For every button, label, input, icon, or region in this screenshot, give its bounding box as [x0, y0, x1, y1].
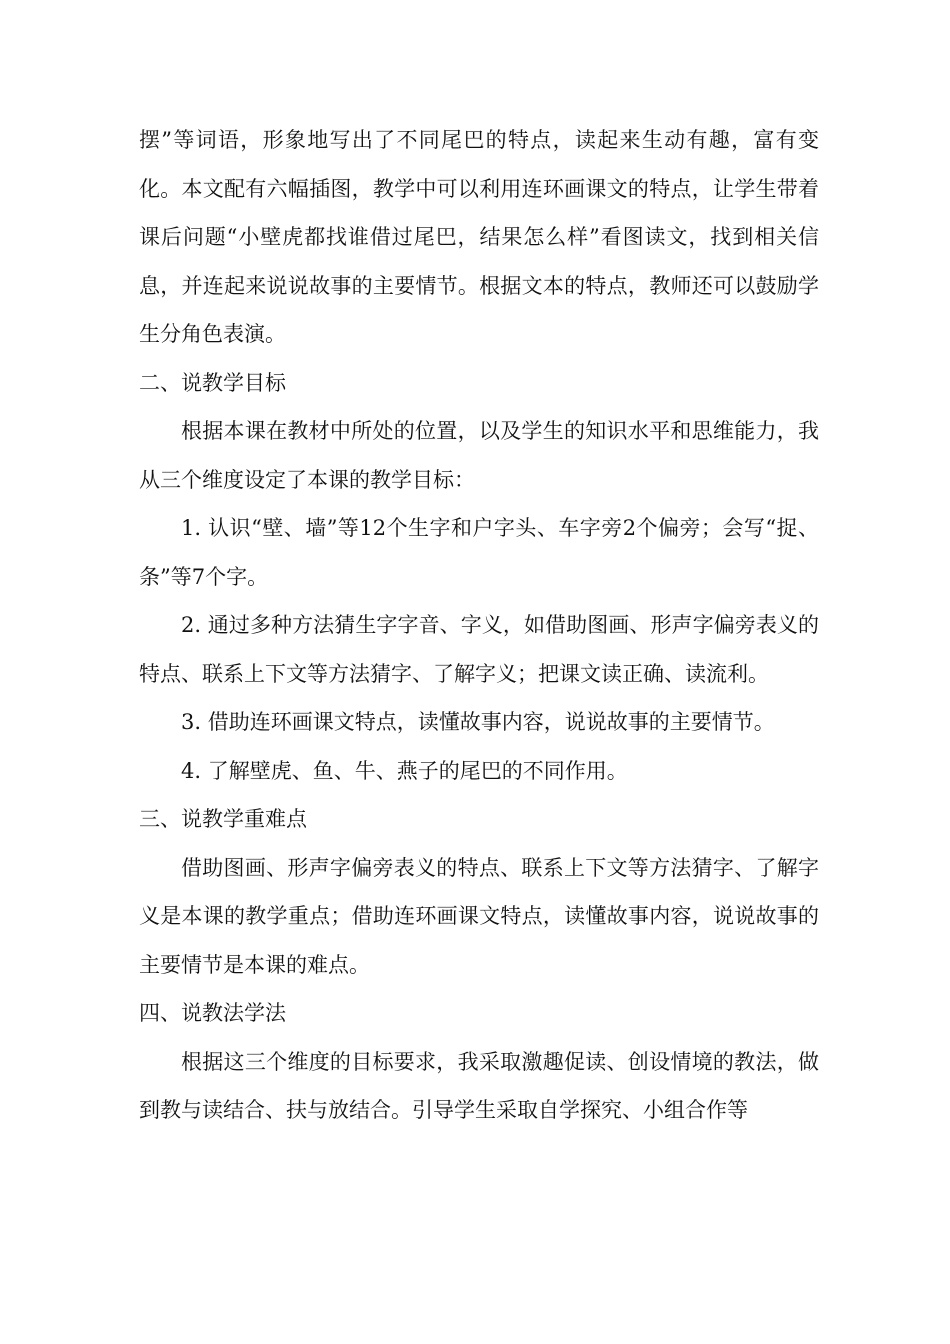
- goal-item-2: 2. 通过多种方法猜生字字音、字义，如借助图画、形声字偏旁表义的特点、联系上下文等方法猜字、了解字义；把课文读正确、读流利。: [139, 613, 819, 686]
- paragraph-key-points: 借助图画、形声字偏旁表义的特点、联系上下文等方法猜字、了解字义是本课的教学重点；借助连环画课文特点，读懂故事内容，说说故事的主要情节是本课的难点。: [139, 855, 819, 977]
- paragraph-continuation: 摆”等词语，形象地写出了不同尾巴的特点，读起来生动有趣，富有变化。本文配有六幅插图，教学中可以利用连环画课文的特点，让学生带着课后问题“小壁虎都找谁借过尾巴，结果怎么样”看图读文，找到相关信息，并连起来说说故事的主要情节。根据文本的特点，教师还可以鼓励学生分角色表演。: [139, 128, 819, 346]
- goal-item-4: 4. 了解壁虎、鱼、牛、燕子的尾巴的不同作用。: [181, 758, 628, 783]
- paragraph-goals-intro: 根据本课在教材中所处的位置，以及学生的知识水平和思维能力，我从三个维度设定了本课的教学目标：: [139, 419, 819, 492]
- goal-item-3: 3. 借助连环画课文特点，读懂故事内容，说说故事的主要情节。: [181, 710, 775, 734]
- document-body: [139, 116, 819, 1135]
- paragraph-methods: 根据这三个维度的目标要求，我采取激趣促读、创设情境的教法，做到教与读结合、扶与放结合。引导学生采取自学探究、小组合作等: [139, 1049, 819, 1122]
- section-heading-teaching-goals: 二、说教学目标: [139, 370, 286, 395]
- section-heading-methods: 四、说教法学法: [139, 1001, 286, 1025]
- section-heading-key-points: 三、说教学重难点: [139, 807, 307, 831]
- goal-item-1: 1. 认识“壁、墙”等12个生字和户字头、车字旁2个偏旁；会写“捉、条”等7个字。: [139, 516, 819, 589]
